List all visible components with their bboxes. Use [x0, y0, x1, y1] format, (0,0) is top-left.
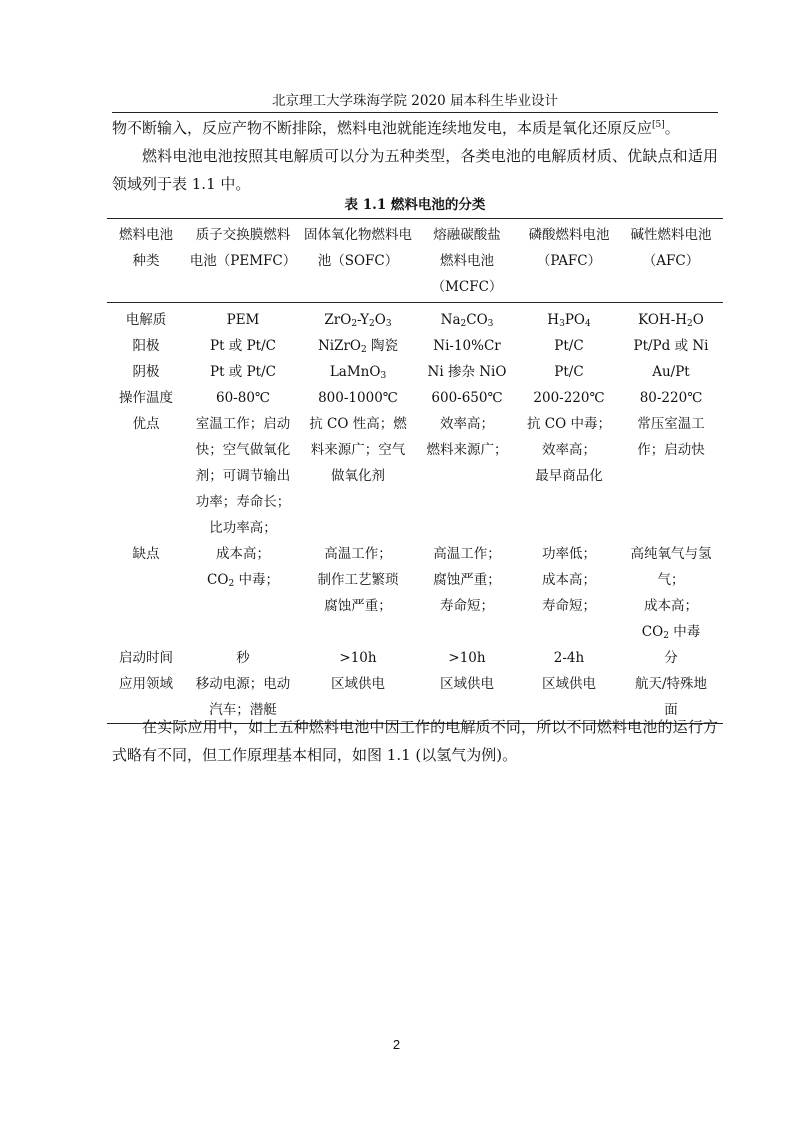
paragraph-3: 在实际应用中，如上五种燃料电池中因工作的电解质不同，所以不同燃料电池的运行方式略有不同，但工作原理基本相同，如图 1.1 (以氢气为例)。 — [112, 718, 718, 764]
cell-afc: 高纯氧气与氢 气； 成本高； $CO_2$ 中毒 — [630, 546, 712, 641]
row-advantages — [107, 411, 723, 541]
cell-mcfc: Ni 掺杂 NiO — [427, 364, 507, 380]
cell-pemfc: 60-80℃ — [215, 390, 271, 406]
cell-pemfc: 成本高； $CO_2$ 中毒； — [207, 546, 279, 589]
cell-afc: Pt/Pd 或 Ni — [633, 338, 709, 354]
cell-pemfc: PEM — [226, 312, 260, 328]
cell-mcfc: 效率高； 燃料来源广； — [426, 416, 508, 458]
cell-sofc: NiZrO$_2$ 陶瓷 — [317, 338, 399, 355]
paragraph-1 — [112, 114, 718, 142]
row-label: 电解质 — [125, 312, 167, 328]
cell-pemfc: 室温工作；启动 快；空气做氧化 剂；可调节输出 功率；寿命长； 比功率高； — [195, 416, 291, 536]
cell-sofc: 高温工作； 制作工艺繁琐 腐蚀严重； — [317, 546, 399, 614]
row-electrolyte — [107, 303, 723, 334]
cell-sofc: $ZrO_2-Y_2O_3$ — [324, 312, 392, 329]
table-caption: 表 1.1 燃料电池的分类 — [344, 197, 486, 213]
row-anode — [107, 333, 723, 359]
cell-pafc: 抗 CO 中毒； 效率高； 最早商品化 — [527, 416, 611, 484]
cell-pafc: 2-4h — [553, 650, 585, 666]
cell-sofc: LaMnO$_3$ — [329, 364, 387, 381]
cell-mcfc: 区域供电 — [440, 676, 494, 692]
cell-mcfc: >10h — [448, 650, 486, 666]
cell-pafc: Pt/C — [554, 364, 584, 380]
cell-sofc: 800-1000℃ — [318, 390, 398, 406]
cell-afc: 80-220℃ — [639, 390, 703, 406]
cell-afc: 常压室温工 作；启动快 — [637, 416, 705, 458]
paragraph-2: 燃料电池电池按照其电解质可以分为五种类型，各类电池的电解质材质、优缺点和适用领域列于表 1.1 中。 — [112, 147, 718, 193]
cell-pafc: Pt/C — [554, 338, 584, 354]
cell-sofc: 抗 CO 性高；燃 料来源广；空气 做氧化剂 — [309, 416, 407, 484]
cell-mcfc: Ni-10%Cr — [433, 338, 501, 354]
cell-mcfc: 高温工作； 腐蚀严重； 寿命短； — [433, 546, 501, 614]
header-pafc: 磷酸燃料电池 （PAFC） — [519, 219, 619, 303]
cell-mcfc: 600-650℃ — [431, 390, 503, 406]
fuel-cell-table — [107, 218, 723, 724]
header-pemfc: 质子交换膜燃料 电池（PEMFC） — [185, 219, 301, 303]
cell-mcfc: $Na_2CO_3$ — [440, 312, 494, 329]
row-label: 阴极 — [132, 364, 160, 380]
header-mcfc: 熔融碳酸盐 燃料电池 （MCFC） — [415, 219, 519, 303]
row-cathode — [107, 359, 723, 385]
page-number: 2 — [392, 1037, 401, 1052]
row-label: 阳极 — [132, 338, 160, 354]
citation-ref: [5] — [652, 120, 665, 130]
row-startup-time — [107, 645, 723, 671]
cell-afc: 分 — [664, 650, 678, 666]
header-sofc: 固体氧化物燃料电 池（SOFC） — [301, 219, 415, 303]
cell-afc: Au/Pt — [652, 364, 690, 380]
cell-afc: 航天/特殊地 面 — [634, 676, 708, 718]
page-header: 北京理工大学珠海学院 2020 届本科生毕业设计 — [112, 91, 718, 113]
cell-pafc: 功率低； 成本高； 寿命短； — [542, 546, 596, 614]
cell-pafc: 区域供电 — [542, 676, 596, 692]
row-temperature — [107, 385, 723, 411]
row-label: 优点 — [132, 416, 160, 432]
cell-pafc: $H_3PO_4$ — [547, 312, 591, 329]
table-header-row — [107, 219, 723, 303]
cell-pemfc: 秒 — [236, 650, 250, 666]
row-disadvantages — [107, 541, 723, 645]
row-label: 应用领域 — [119, 676, 173, 692]
row-label: 缺点 — [132, 546, 160, 562]
cell-pemfc: Pt 或 Pt/C — [210, 364, 276, 380]
paragraph-1-end: 。 — [664, 119, 680, 137]
cell-afc: KOH-$H_2O$ — [638, 312, 704, 329]
row-label: 操作温度 — [119, 390, 173, 406]
cell-pafc: 200-220℃ — [533, 390, 605, 406]
cell-pemfc: 移动电源；电动 汽车；潜艇 — [195, 676, 291, 718]
header-afc: 碱性燃料电池 （AFC） — [619, 219, 723, 303]
cell-sofc: 区域供电 — [331, 676, 385, 692]
paragraph-1-text: 物不断输入，反应产物不断排除，燃料电池就能连续地发电，本质是氧化还原反应 — [112, 119, 653, 137]
cell-pemfc: Pt 或 Pt/C — [210, 338, 276, 354]
row-label: 启动时间 — [119, 650, 173, 666]
header-type: 燃料电池 种类 — [107, 219, 185, 303]
cell-sofc: >10h — [339, 650, 377, 666]
